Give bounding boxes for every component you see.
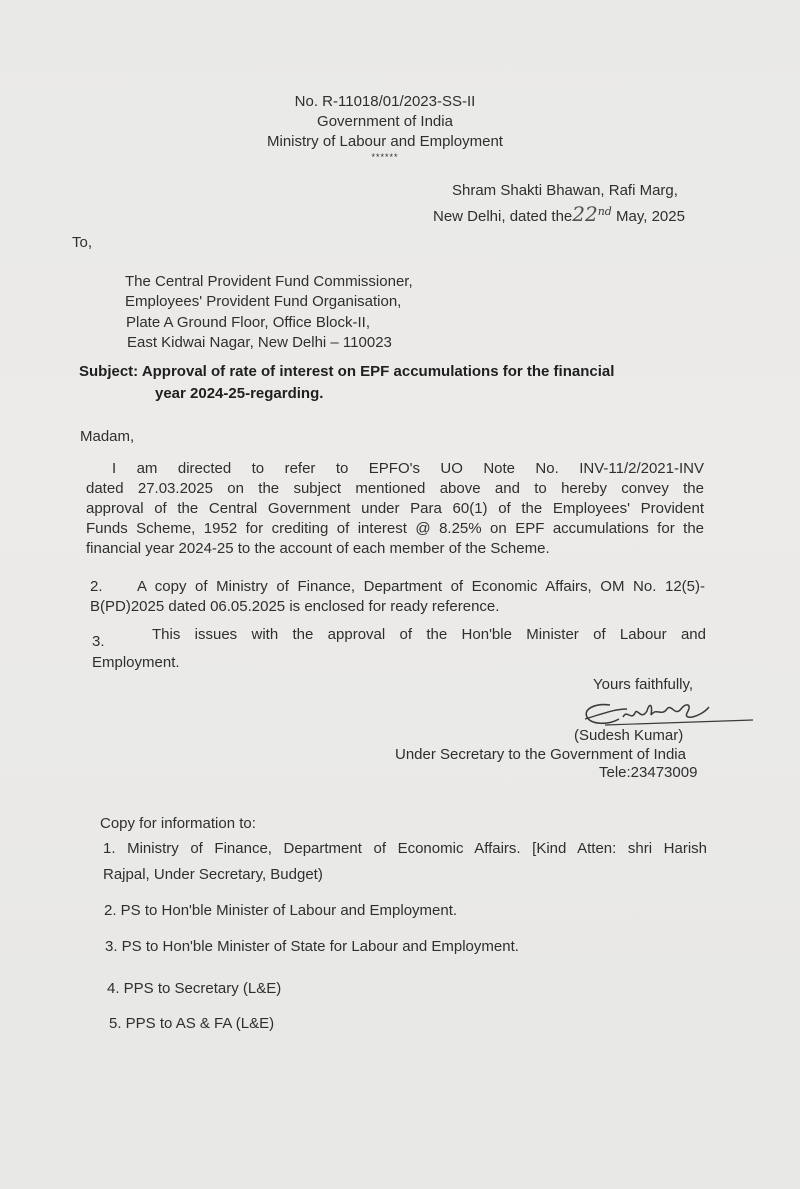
subject-line-1 bbox=[79, 363, 614, 380]
header-stars: ****** bbox=[371, 152, 399, 162]
salutation: Madam, bbox=[80, 428, 135, 445]
yours-faithfully: Yours faithfully, bbox=[593, 676, 694, 693]
subject-text-1: Approval of rate of interest on EPF accumulations for the financial bbox=[141, 363, 615, 380]
addressee-line-1: The Central Provident Fund Commissioner, bbox=[125, 273, 413, 290]
subject-label: Subject: bbox=[79, 363, 139, 380]
para3-number: 3. bbox=[92, 633, 105, 650]
copy-item-1-line-2: Rajpal, Under Secretary, Budget) bbox=[103, 866, 323, 883]
addressee-line-2: Employees' Provident Fund Organisation, bbox=[125, 293, 402, 310]
para1-line-4: Funds Scheme, 1952 for crediting of interest @ 8.25% on EPF accumulations for the bbox=[86, 520, 704, 537]
ministry-line: Ministry of Labour and Employment bbox=[267, 133, 503, 150]
copy-item-5: 5. PPS to AS & FA (L&E) bbox=[109, 1015, 275, 1032]
para1-line-2: dated 27.03.2025 on the subject mentioned above and to hereby convey the bbox=[86, 480, 704, 497]
para3-line-1: This issues with the approval of the Hon'ble Minister of Labour and bbox=[152, 626, 706, 643]
copy-item-1-line-1: 1. Ministry of Finance, Department of Economic Affairs. [Kind Atten: shri Harish bbox=[103, 840, 707, 857]
office-address: Shram Shakti Bhawan, Rafi Marg, bbox=[452, 182, 678, 199]
to-label: To, bbox=[72, 234, 93, 251]
addressee-line-4: East Kidwai Nagar, New Delhi – 110023 bbox=[127, 334, 392, 351]
para3-line-2: Employment. bbox=[92, 654, 180, 671]
file-number: No. R-11018/01/2023-SS-II bbox=[294, 93, 476, 110]
para1-line-3: approval of the Central Government under Para 60(1) of the Employees' Provident bbox=[86, 500, 704, 517]
copy-label: Copy for information to: bbox=[100, 815, 256, 832]
copy-item-2: 2. PS to Hon'ble Minister of Labour and Employment. bbox=[104, 902, 458, 919]
para2-line-2: B(PD)2025 dated 06.05.2025 is enclosed for ready reference. bbox=[90, 598, 500, 615]
para2-line-1: A copy of Ministry of Finance, Department of Economic Affairs, OM No. 12(5)- bbox=[137, 578, 705, 595]
signatory-phone: Tele:23473009 bbox=[599, 764, 698, 781]
handwritten-suffix: nd bbox=[597, 205, 612, 218]
date-line bbox=[433, 202, 685, 226]
addressee-line-3: Plate A Ground Floor, Office Block-II, bbox=[126, 314, 371, 331]
date-prefix: New Delhi, dated the bbox=[433, 208, 573, 225]
para2-number: 2. bbox=[90, 578, 103, 595]
signatory-designation: Under Secretary to the Government of India bbox=[395, 746, 686, 763]
signatory-name: (Sudesh Kumar) bbox=[574, 727, 684, 744]
copy-item-4: 4. PPS to Secretary (L&E) bbox=[107, 980, 282, 997]
subject-line-2: year 2024-25-regarding. bbox=[155, 385, 324, 402]
government-line: Government of India bbox=[317, 113, 453, 130]
para1-line-1: I am directed to refer to EPFO's UO Note No. INV-11/2/2021-INV bbox=[112, 460, 704, 477]
copy-item-3: 3. PS to Hon'ble Minister of State for Labour and Employment. bbox=[105, 938, 519, 955]
date-suffix: May, 2025 bbox=[616, 208, 685, 225]
para1-line-5: financial year 2024-25 to the account of each member of the Scheme. bbox=[86, 540, 550, 557]
handwritten-day: 22 bbox=[572, 202, 598, 226]
